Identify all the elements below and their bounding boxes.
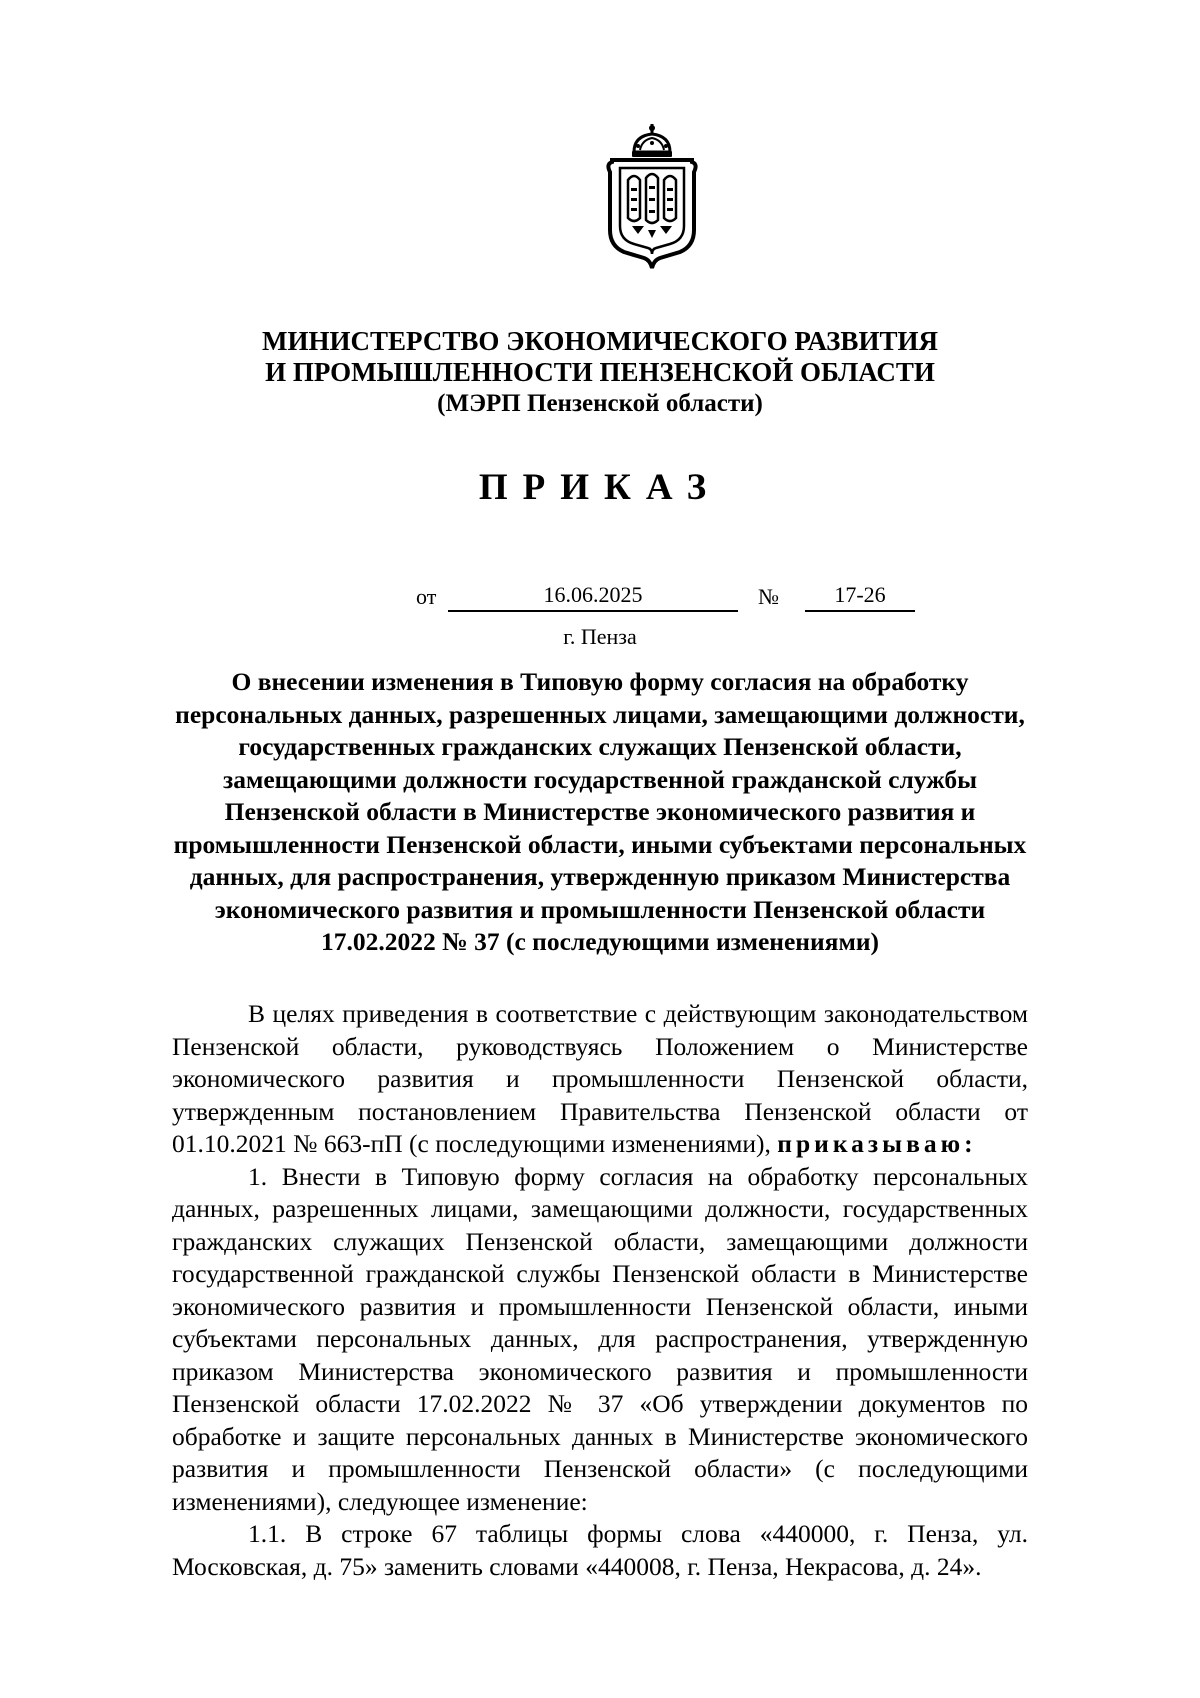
organization-name — [180, 326, 1020, 419]
item-1-1-paragraph: 1.1. В строке 67 таблицы формы слова «440000, г. Пенза, ул. Московская, д. 75» заменить словами «440008, г. Пенза, Некрасова, д. 24». — [172, 1519, 1028, 1581]
order-number: 17-26 — [805, 584, 915, 612]
org-line-2: И ПРОМЫШЛЕННОСТИ ПЕНЗЕНСКОЙ ОБЛАСТИ — [265, 357, 935, 387]
city: г. Пенза — [563, 624, 637, 649]
orders-word: приказываю: — [777, 1129, 977, 1158]
order-body — [172, 998, 1028, 1583]
order-date-number-line — [416, 584, 896, 614]
item-1-paragraph: 1. Внести в Типовую форму согласия на обработку персональных данных, разрешенных лицами, замещающими должности, государственных гражданских служащих Пензенской области, замещающими должности государственной гражданской службы Пензенской области в Министерстве экономического развития и промышленности Пензенской области, иными субъектами персональных данных, для распространения, утвержденную приказом Министерства экономического развития и промышленности Пензенской области 17.02.2022 № 37 «Об утверждении документов по обработке и защите персональных данных в Министерстве экономического развития и промышленности Пензенской области» (с последующими изменениями), следующее изменение: — [172, 1161, 1028, 1516]
order-date: 16.06.2025 — [448, 584, 738, 612]
coat-of-arms-icon — [604, 122, 700, 270]
org-line-1: МИНИСТЕРСТВО ЭКОНОМИЧЕСКОГО РАЗВИТИЯ — [262, 326, 938, 356]
preamble-text: В целях приведения в соответствие с действующим законодательством Пензенской области, руководствуясь Положением о Министерстве экономического развития и промышленности Пензенской области, утвержденным постановлением Правительства Пензенской области от 01.10.2021 № 663-пП (с последующими изменениями), — [172, 999, 1028, 1158]
preamble-paragraph — [172, 998, 1028, 1161]
date-label: от — [416, 584, 437, 609]
document-type-title: ПРИКАЗ — [478, 467, 722, 508]
org-abbreviation: (МЭРП Пензенской области) — [437, 390, 763, 417]
number-label: № — [758, 584, 779, 609]
order-subject-title: О внесении изменения в Типовую форму согласия на обработку персональных данных, разрешенных лицами, замещающими должности, государственных гражданских служащих Пензенской области, замещающими должности государственной гражданской службы Пензенской области в Министерстве экономического развития и промышленности Пензенской области, иными субъектами персональных данных, для распространения, утвержденную приказом Министерства экономического развития и промышленности Пензенской области 17.02.2022 № 37 (с последующими изменениями) — [173, 667, 1027, 956]
